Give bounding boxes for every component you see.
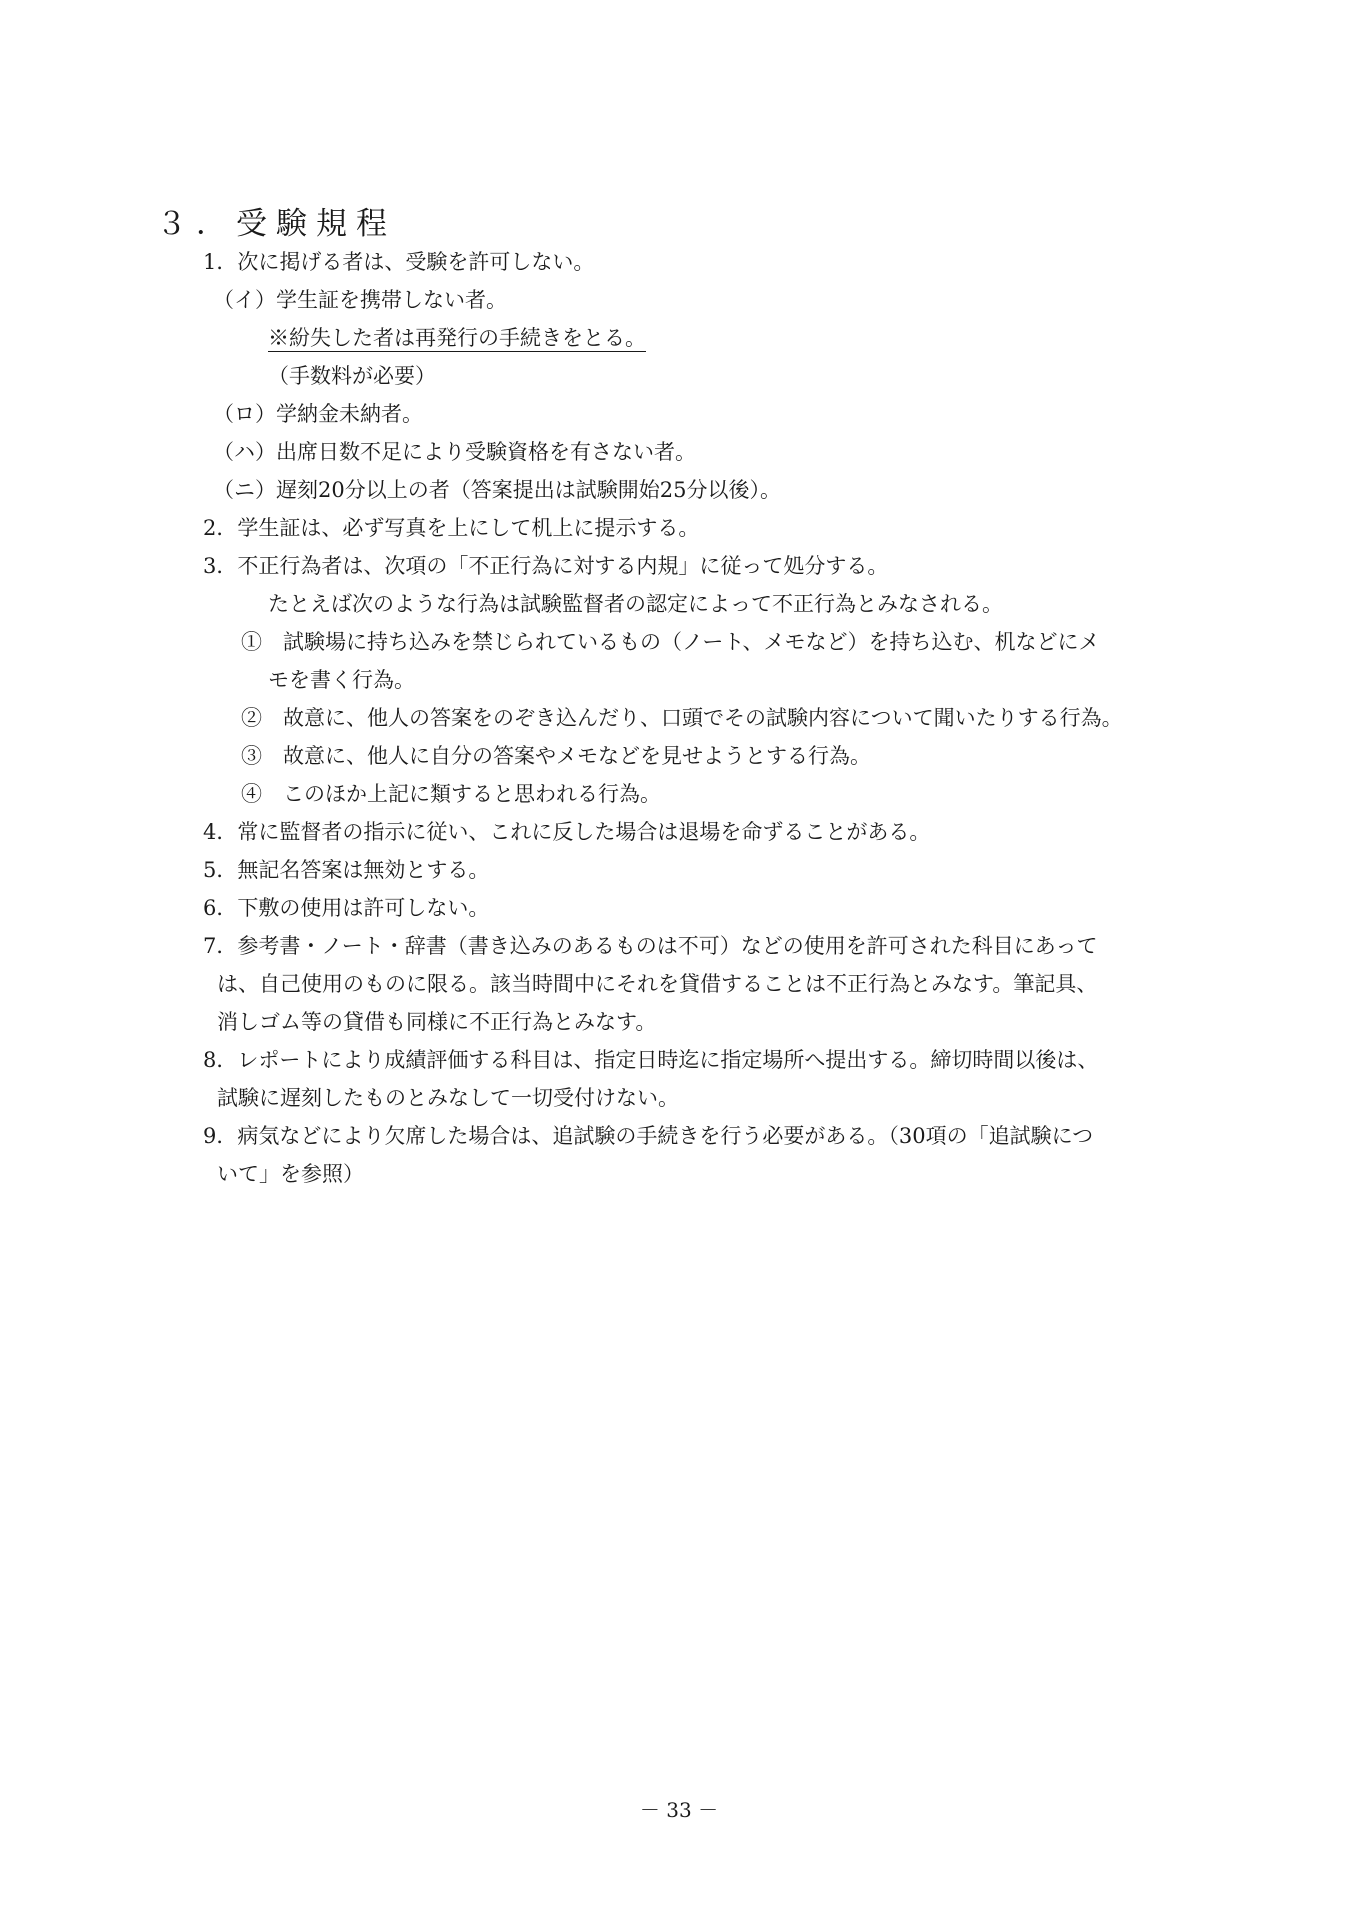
rule-1-item-i: （イ）学生証を携帯しない者。 — [213, 288, 507, 312]
rule-9: 9．病気などにより欠席した場合は、追試験の手続きを行う必要がある。（30項の「追試験につ — [203, 1124, 1094, 1148]
rule-7-cont-2: 消しゴム等の貸借も同様に不正行為とみなす。 — [217, 1010, 657, 1034]
rule-3-example-1: ① 試験場に持ち込みを禁じられているもの（ノート、メモなど）を持ち込む、机などにメ — [241, 630, 1100, 654]
rule-7: 7．参考書・ノート・辞書（書き込みのあるものは不可）などの使用を許可された科目にあって — [203, 934, 1098, 958]
rule-1: 1．次に掲げる者は、受験を許可しない。 — [203, 250, 595, 274]
rule-5: 5．無記名答案は無効とする。 — [203, 858, 490, 882]
rule-9-cont: いて」を参照） — [217, 1162, 364, 1186]
rule-3-example-2: ② 故意に、他人の答案をのぞき込んだり、口頭でその試験内容について聞いたりする行為。 — [241, 706, 1123, 730]
rule-3-intro: たとえば次のような行為は試験監督者の認定によって不正行為とみなされる。 — [268, 592, 1003, 616]
page-number: － 33 － — [639, 1798, 719, 1822]
rule-3-example-1-cont: モを書く行為。 — [268, 668, 415, 692]
section-title: ３．受験規程 — [156, 206, 396, 242]
rule-8: 8．レポートにより成績評価する科目は、指定日時迄に指定場所へ提出する。締切時間以後は、 — [203, 1048, 1099, 1072]
rule-3-example-3: ③ 故意に、他人に自分の答案やメモなどを見せようとする行為。 — [241, 744, 871, 768]
rule-3-example-4: ④ このほか上記に類すると思われる行為。 — [241, 782, 661, 806]
rule-4: 4．常に監督者の指示に従い、これに反した場合は退場を命ずることがある。 — [203, 820, 931, 844]
rule-3: 3．不正行為者は、次項の「不正行為に対する内規」に従って処分する。 — [203, 554, 889, 578]
rule-2: 2．学生証は、必ず写真を上にして机上に提示する。 — [203, 516, 700, 540]
rule-6: 6．下敷の使用は許可しない。 — [203, 896, 490, 920]
rule-8-cont: 試験に遅刻したものとみなして一切受付けない。 — [217, 1086, 679, 1110]
rule-1-item-ro: （ロ）学納金未納者。 — [213, 402, 423, 426]
rule-1-item-ni: （ニ）遅刻20分以上の者（答案提出は試験開始25分以後）。 — [213, 478, 781, 502]
rule-1-item-i-fee: （手数料が必要） — [268, 364, 436, 388]
rule-1-item-i-note: ※紛失した者は再発行の手続きをとる。 — [268, 326, 646, 350]
rule-1-item-ha: （ハ）出席日数不足により受験資格を有さない者。 — [213, 440, 696, 464]
rule-7-cont-1: は、自己使用のものに限る。該当時間中にそれを貸借することは不正行為とみなす。筆記具、 — [217, 972, 1098, 996]
